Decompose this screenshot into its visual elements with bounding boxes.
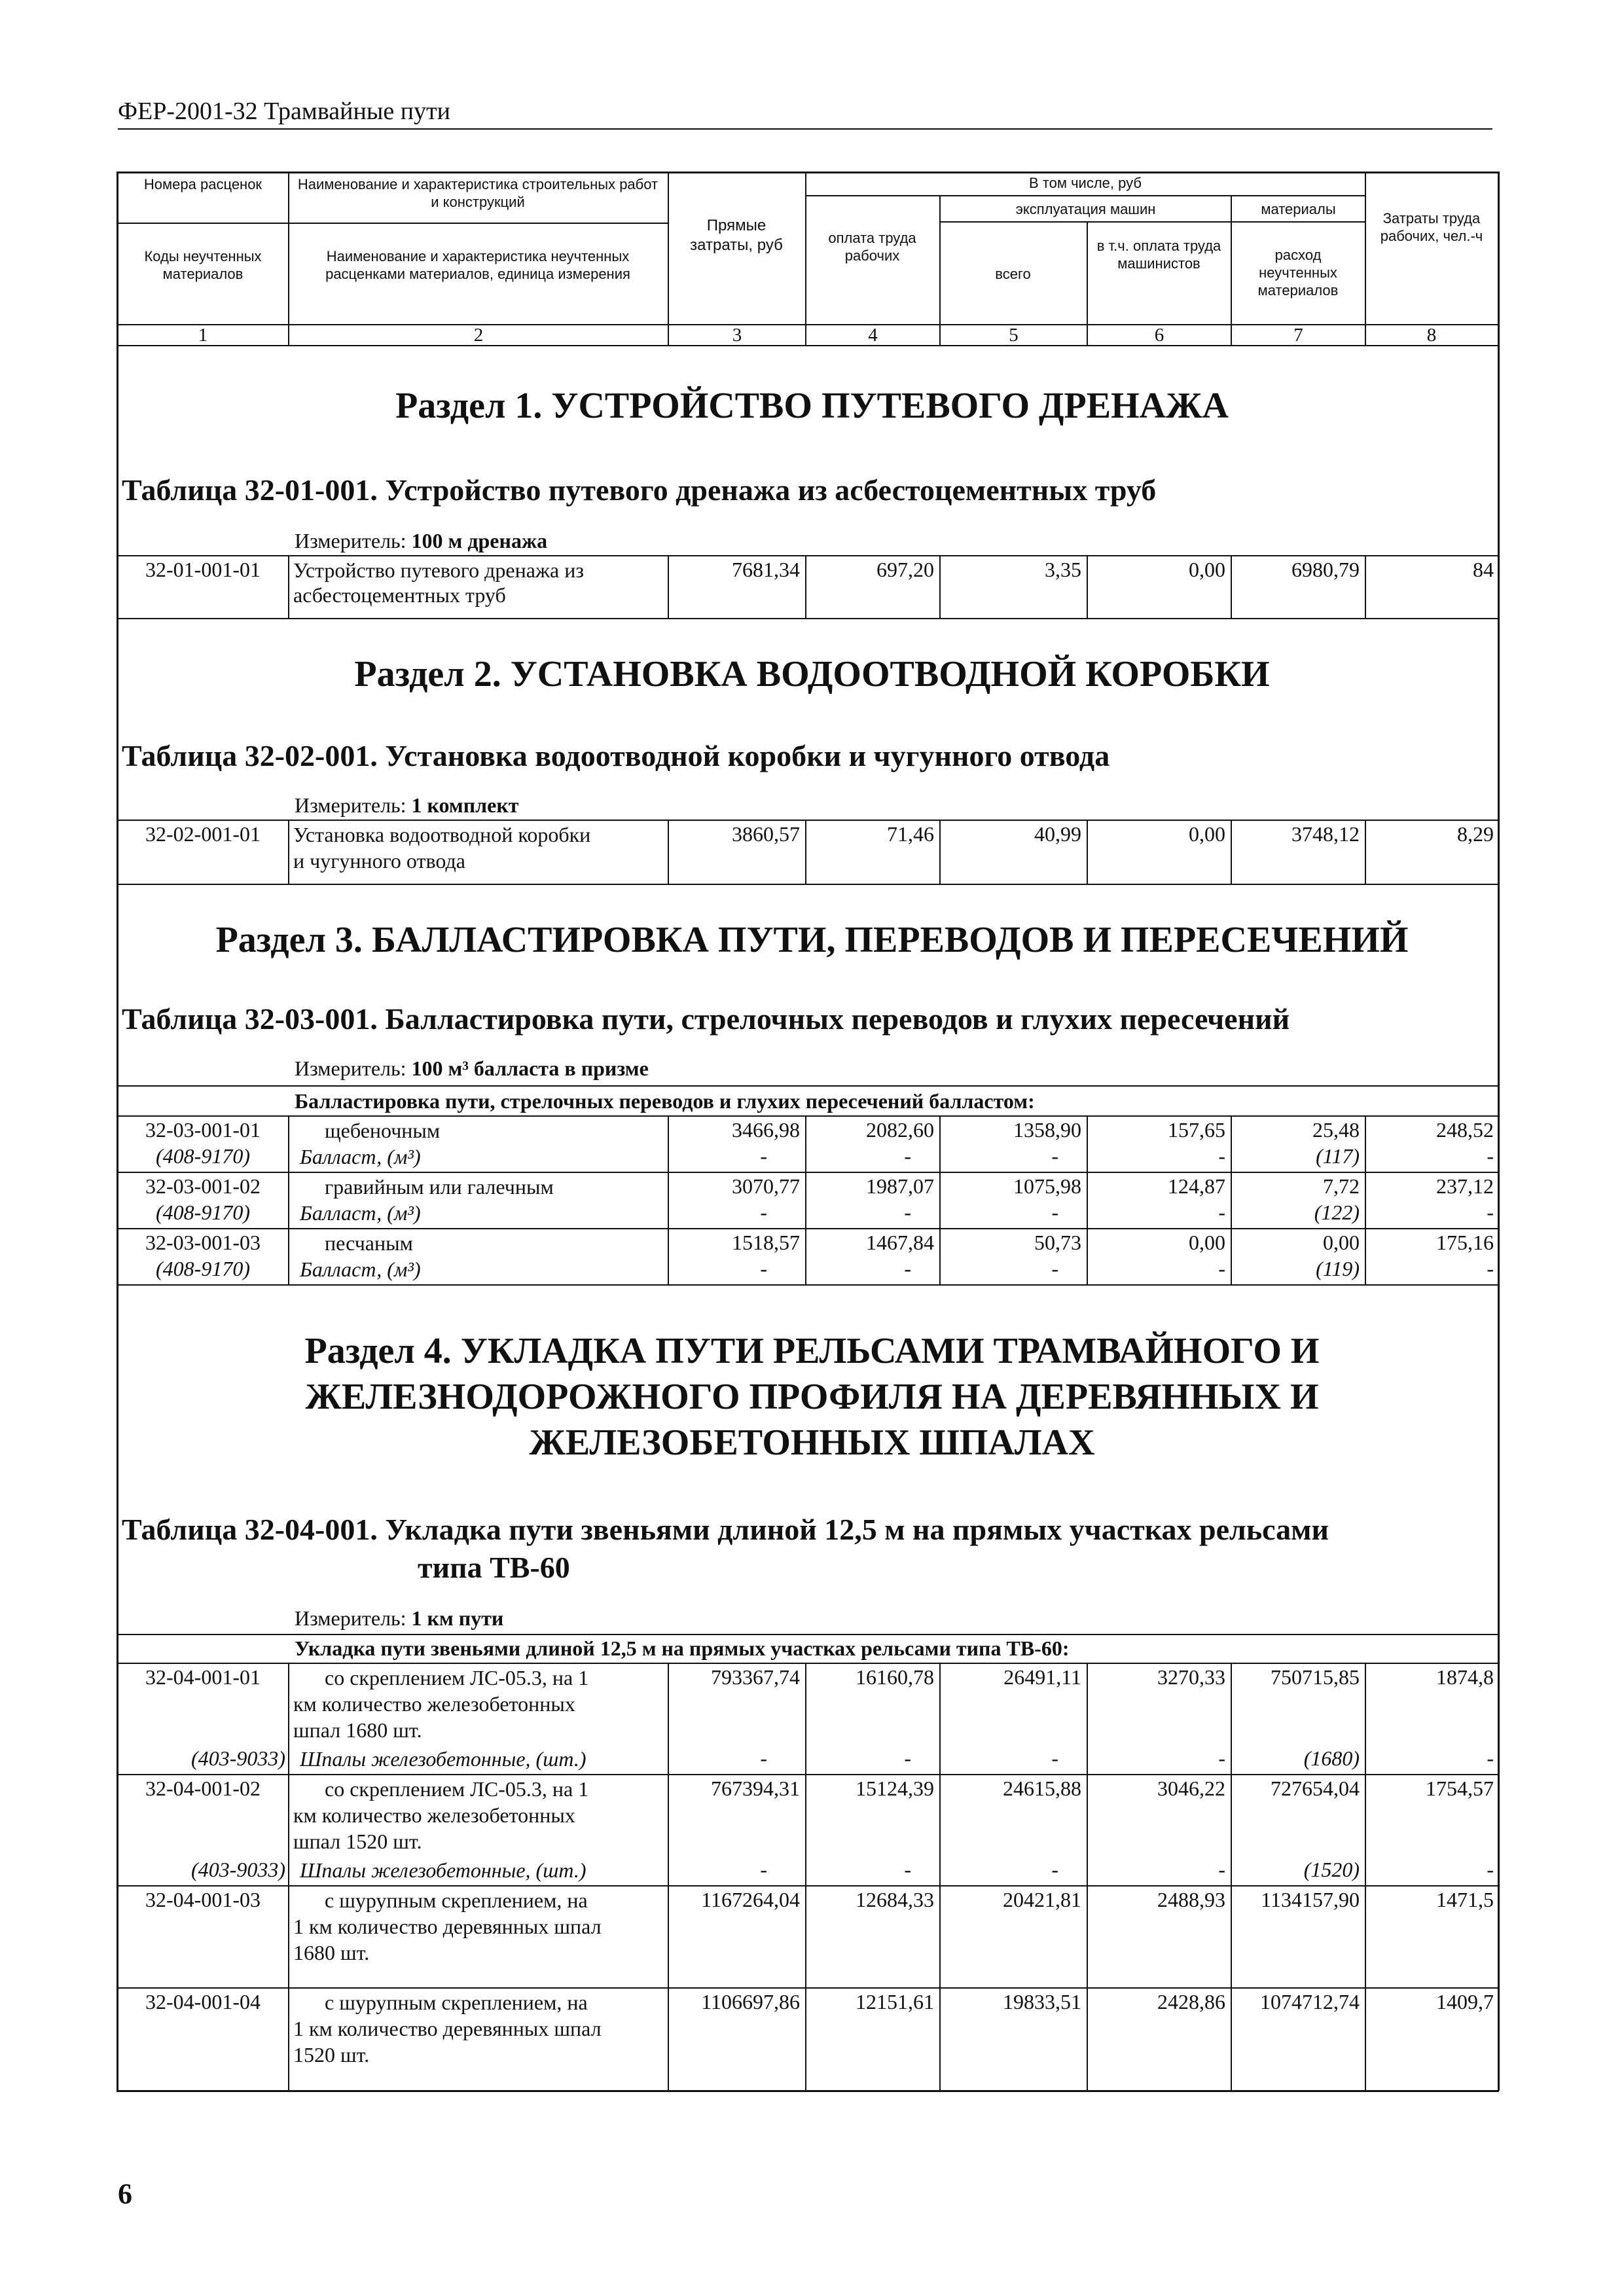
material-code: (403-9033) — [191, 1746, 285, 1770]
material-name: Шпалы железобетонные, (шт.) — [300, 1747, 586, 1771]
dash: - — [1218, 1746, 1225, 1770]
s3-measure-value: 100 м³ балласта в призме — [411, 1056, 649, 1080]
dash: - — [1218, 1858, 1225, 1881]
dash: - — [1487, 1858, 1494, 1881]
table-left-border — [117, 172, 118, 2091]
section-1-title: Раздел 1. УСТРОЙСТВО ПУТЕВОГО ДРЕНАЖА — [395, 386, 1229, 426]
rate-name-line1: с шурупным скреплением, на — [325, 1991, 588, 2014]
dash: - — [1218, 1257, 1225, 1280]
material-name: Балласт, (м³) — [300, 1145, 421, 1168]
labor-pay: 15124,39 — [856, 1777, 934, 1800]
material-name: Балласт, (м³) — [300, 1201, 421, 1225]
rate-name-line2: асбестоцементных труб — [293, 583, 506, 607]
labor-pay: 2082,60 — [866, 1118, 934, 1142]
direct-cost: 1167264,04 — [701, 1888, 800, 1911]
hdr-vline — [668, 172, 669, 345]
labor-hours: 1874,8 — [1436, 1665, 1494, 1689]
operators-pay: 0,00 — [1189, 1231, 1225, 1254]
dash: - — [1051, 1257, 1058, 1280]
s1-measure-label: Измеритель: — [295, 529, 406, 552]
s4-row-sep — [117, 1885, 1499, 1887]
page-number: 6 — [118, 2178, 132, 2210]
labor-hours: 1471,5 — [1436, 1888, 1494, 1911]
dash: - — [904, 1144, 911, 1168]
row-vline — [288, 1115, 289, 1284]
operators-pay: 3270,33 — [1157, 1665, 1225, 1689]
rate-name-line2: 1 км количество деревянных шпал — [293, 2017, 602, 2040]
section-3-title: Раздел 3. БАЛЛАСТИРОВКА ПУТИ, ПЕРЕВОДОВ И ПЕРЕСЕЧЕНИЙ — [215, 920, 1409, 960]
s1-row-bottom — [117, 618, 1499, 619]
operators-pay: 0,00 — [1189, 558, 1225, 581]
s3-rows-bottom — [117, 1284, 1499, 1286]
section-4-title-line2: ЖЕЛЕЗНОДОРОЖНОГО ПРОФИЛЯ НА ДЕРЕВЯННЫХ И — [305, 1377, 1319, 1417]
materials-cost: 1134157,90 — [1261, 1888, 1360, 1911]
hdr-vline — [805, 172, 806, 345]
rate-name: гравийным или галечным — [325, 1175, 554, 1199]
table-bottom-border — [117, 2090, 1499, 2092]
material-code: (408-9170) — [156, 1257, 250, 1280]
s3-meas-rule — [117, 1085, 1499, 1087]
table-top-border — [117, 172, 1499, 173]
s3-row-sep — [117, 1228, 1499, 1229]
rate-name-line1: со скреплением ЛС-05.3, на 1 — [325, 1777, 589, 1801]
rate-name-line3: шпал 1680 шт. — [293, 1718, 422, 1742]
rate-name-line1: Установка водоотводной коробки — [293, 823, 591, 846]
direct-cost: 3070,77 — [732, 1174, 800, 1198]
labor-hours: 1409,7 — [1436, 1990, 1494, 2013]
material-quantity: (1520) — [1303, 1858, 1360, 1881]
s4-rows-top — [117, 1663, 1499, 1664]
rate-name-line2: и чугунного отвода — [293, 849, 465, 873]
table-right-border — [1498, 172, 1500, 2091]
labor-pay: 1987,07 — [866, 1174, 934, 1198]
dash: - — [1218, 1144, 1225, 1168]
dash: - — [1051, 1746, 1058, 1770]
operators-pay: 124,87 — [1168, 1174, 1225, 1198]
s3-measure — [295, 1056, 649, 1081]
labor-pay: 12151,61 — [856, 1990, 934, 2013]
rate-code: 32-01-001-01 — [145, 558, 261, 581]
rate-name-line2: 1 км количество деревянных шпал — [293, 1915, 602, 1938]
machines-total: 1358,90 — [1013, 1118, 1081, 1142]
s1-row-top — [117, 555, 1499, 556]
dash: - — [1487, 1201, 1494, 1224]
rate-code: 32-03-001-03 — [145, 1231, 261, 1254]
rate-name-line3: 1680 шт. — [293, 1941, 370, 1964]
s4-measure — [295, 1606, 503, 1631]
s2-measure — [295, 793, 518, 818]
materials-cost: 0,00 — [1323, 1231, 1360, 1254]
material-name: Шпалы железобетонные, (шт.) — [300, 1858, 586, 1882]
row-vline — [288, 555, 289, 618]
material-code: (408-9170) — [156, 1144, 250, 1168]
machines-total: 20421,81 — [1003, 1888, 1081, 1911]
hdr-hline — [939, 221, 1365, 223]
dash: - — [1218, 1201, 1225, 1224]
machines-total: 26491,11 — [1003, 1665, 1081, 1689]
dash: - — [760, 1858, 767, 1881]
machines-header: эксплуатация машин — [1015, 201, 1156, 217]
materials-cost: 750715,85 — [1271, 1665, 1360, 1689]
rate-name-line1: с шурупным скреплением, на — [325, 1888, 588, 1912]
col7-header: расход неучтенных материалов — [1257, 247, 1339, 298]
operators-pay: 157,65 — [1168, 1118, 1225, 1142]
col-number-7: 7 — [1293, 325, 1303, 346]
col2-header-bottom: Наименование и характеристика неучтенных расценками материалов, единица измерения — [325, 248, 630, 282]
dash: - — [904, 1201, 911, 1224]
dash: - — [1487, 1144, 1494, 1168]
col-number-8: 8 — [1426, 325, 1437, 346]
operators-pay: 3046,22 — [1157, 1777, 1225, 1800]
table-32-04-001-title-line2: типа ТВ-60 — [418, 1551, 570, 1584]
direct-cost: 767394,31 — [711, 1777, 800, 1800]
material-quantity: (119) — [1316, 1257, 1360, 1280]
rate-code: 32-04-001-04 — [145, 1990, 261, 2013]
s1-measure — [295, 529, 547, 553]
hdr-vline — [1365, 172, 1366, 345]
labor-pay: 12684,33 — [856, 1888, 934, 1911]
table-32-04-001-title-line1: Таблица 32-04-001. Укладка пути звеньями длиной 12,5 м на прямых участках рельсами — [122, 1513, 1329, 1546]
s3-rows-top — [117, 1115, 1499, 1117]
machines-total: 24615,88 — [1003, 1777, 1081, 1800]
direct-cost: 1106697,86 — [701, 1990, 800, 2013]
rate-name-line3: шпал 1520 шт. — [293, 1830, 422, 1853]
materials-cost: 6980,79 — [1291, 558, 1360, 581]
labor-pay: 697,20 — [876, 558, 934, 581]
dash: - — [1051, 1201, 1058, 1224]
row-vline — [288, 1663, 289, 2090]
hdr-hline — [117, 223, 668, 224]
direct-cost: 3860,57 — [732, 822, 800, 846]
dash: - — [904, 1746, 911, 1770]
labor-pay: 1467,84 — [866, 1231, 934, 1254]
col5-header: всего — [995, 266, 1031, 282]
materials-header: материалы — [1261, 201, 1336, 217]
labor-hours: 248,52 — [1436, 1118, 1494, 1142]
material-name: Балласт, (м³) — [300, 1257, 421, 1281]
col1-header-top: Номера расценок — [143, 176, 262, 192]
page-header-title: ФЕР-2001-32 Трамвайные пути — [118, 98, 451, 125]
labor-hours: 84 — [1473, 558, 1494, 581]
s4-measure-value: 1 км пути — [411, 1606, 504, 1630]
col4-header: оплата труда рабочих — [828, 230, 916, 264]
dash: - — [1487, 1257, 1494, 1280]
s1-measure-value: 100 м дренажа — [411, 529, 548, 552]
direct-cost: 1518,57 — [732, 1231, 800, 1254]
table-32-03-001-title: Таблица 32-03-001. Балластировка пути, стрелочных переводов и глухих пересечений — [122, 1002, 1290, 1036]
materials-cost: 25,48 — [1312, 1118, 1360, 1142]
group-header: В том числе, руб — [1029, 175, 1142, 191]
machines-total: 40,99 — [1034, 822, 1081, 846]
labor-pay: 71,46 — [887, 822, 934, 846]
s2-row-bottom — [117, 884, 1499, 885]
dash: - — [760, 1746, 767, 1770]
col1-header-bottom: Коды неучтенных материалов — [144, 248, 262, 282]
s3-row-sep — [117, 1172, 1499, 1173]
rate-name-line2: км количество железобетонных — [293, 1692, 575, 1716]
rate-name: песчаным — [325, 1231, 413, 1255]
rate-name-line2: км количество железобетонных — [293, 1803, 575, 1827]
material-code: (408-9170) — [156, 1201, 250, 1224]
table-32-02-001-title: Таблица 32-02-001. Установка водоотводной коробки и чугунного отвода — [122, 739, 1110, 772]
materials-cost: 7,72 — [1323, 1174, 1360, 1198]
section-4-title-line1: Раздел 4. УКЛАДКА ПУТИ РЕЛЬСАМИ ТРАМВАЙНОГО И — [304, 1331, 1320, 1371]
col-number-2: 2 — [473, 325, 484, 346]
rate-name-line3: 1520 шт. — [293, 2043, 370, 2067]
col8-header: Затраты труда рабочих, чел.-ч — [1380, 210, 1483, 244]
section-2-title: Раздел 2. УСТАНОВКА ВОДООТВОДНОЙ КОРОБКИ — [354, 654, 1270, 695]
dash: - — [760, 1201, 767, 1224]
rate-code: 32-04-001-01 — [145, 1665, 261, 1689]
material-quantity: (1680) — [1303, 1746, 1360, 1770]
dash: - — [904, 1858, 911, 1881]
labor-hours: 8,29 — [1457, 822, 1494, 846]
dash: - — [760, 1257, 767, 1280]
col-number-5: 5 — [1009, 325, 1019, 346]
rate-code: 32-04-001-03 — [145, 1888, 261, 1911]
labor-hours: 1754,57 — [1426, 1777, 1494, 1800]
direct-cost: 793367,74 — [711, 1665, 800, 1689]
labor-hours: 237,12 — [1436, 1174, 1494, 1198]
s2-measure-value: 1 комплект — [411, 793, 519, 817]
col-number-4: 4 — [868, 325, 878, 346]
rate-code: 32-02-001-01 — [145, 822, 261, 846]
dash: - — [904, 1257, 911, 1280]
s4-subheading: Укладка пути звеньями длиной 12,5 м на прямых участках рельсами типа ТВ-60: — [295, 1636, 1070, 1660]
dash: - — [760, 1144, 767, 1168]
material-quantity: (122) — [1314, 1201, 1360, 1224]
row-vline — [288, 820, 289, 884]
rate-name-line1: со скреплением ЛС-05.3, на 1 — [325, 1666, 589, 1689]
rate-code: 32-03-001-02 — [145, 1174, 261, 1198]
operators-pay: 0,00 — [1189, 822, 1225, 846]
machines-total: 3,35 — [1045, 558, 1081, 581]
dash: - — [1487, 1746, 1494, 1770]
materials-cost: 1074712,74 — [1260, 1990, 1360, 2013]
s2-measure-label: Измеритель: — [295, 793, 406, 817]
material-quantity: (117) — [1316, 1144, 1360, 1168]
s4-measure-label: Измеритель: — [295, 1606, 406, 1630]
col6-header: в т.ч. оплата труда машинистов — [1096, 238, 1221, 272]
s4-row-sep — [117, 1987, 1499, 1989]
machines-total: 50,73 — [1034, 1231, 1081, 1254]
dash: - — [1051, 1858, 1058, 1881]
hdr-hline — [805, 195, 1365, 196]
operators-pay: 2428,86 — [1157, 1990, 1225, 2013]
s4-row-sep — [117, 1774, 1499, 1775]
rate-name: щебеночным — [325, 1119, 441, 1142]
rate-code: 32-03-001-01 — [145, 1118, 261, 1142]
table-32-01-001-title: Таблица 32-01-001. Устройство путевого дренажа из асбестоцементных труб — [122, 473, 1157, 507]
material-code: (403-9033) — [191, 1858, 285, 1881]
materials-cost: 727654,04 — [1271, 1777, 1360, 1800]
col-number-3: 3 — [732, 325, 742, 346]
rate-code: 32-04-001-02 — [145, 1777, 261, 1800]
section-4-title-line3: ЖЕЛЕЗОБЕТОННЫХ ШПАЛАХ — [529, 1422, 1095, 1463]
dash: - — [1051, 1144, 1058, 1168]
col2-header-top: Наименование и характеристика строительных работ и конструкций — [297, 176, 659, 210]
col-number-1: 1 — [198, 325, 208, 346]
labor-pay: 16160,78 — [856, 1665, 934, 1689]
hdr-vline — [288, 172, 289, 345]
machines-total: 19833,51 — [1003, 1990, 1081, 2013]
direct-cost: 7681,34 — [732, 558, 800, 581]
labor-hours: 175,16 — [1436, 1231, 1494, 1254]
s4-meas-rule — [117, 1634, 1499, 1635]
machines-total: 1075,98 — [1013, 1174, 1081, 1198]
operators-pay: 2488,93 — [1157, 1888, 1225, 1911]
direct-cost: 3466,98 — [732, 1118, 800, 1142]
rate-name-line1: Устройство путевого дренажа из — [293, 558, 585, 582]
materials-cost: 3748,12 — [1291, 822, 1360, 846]
s2-row-top — [117, 820, 1499, 821]
s3-measure-label: Измеритель: — [295, 1056, 406, 1080]
header-rule — [118, 128, 1492, 130]
s3-subheading: Балластировка пути, стрелочных переводов и глухих пересечений балластом: — [295, 1089, 1035, 1113]
col3-header: Прямые затраты, руб — [690, 217, 783, 254]
col-number-6: 6 — [1154, 325, 1164, 346]
